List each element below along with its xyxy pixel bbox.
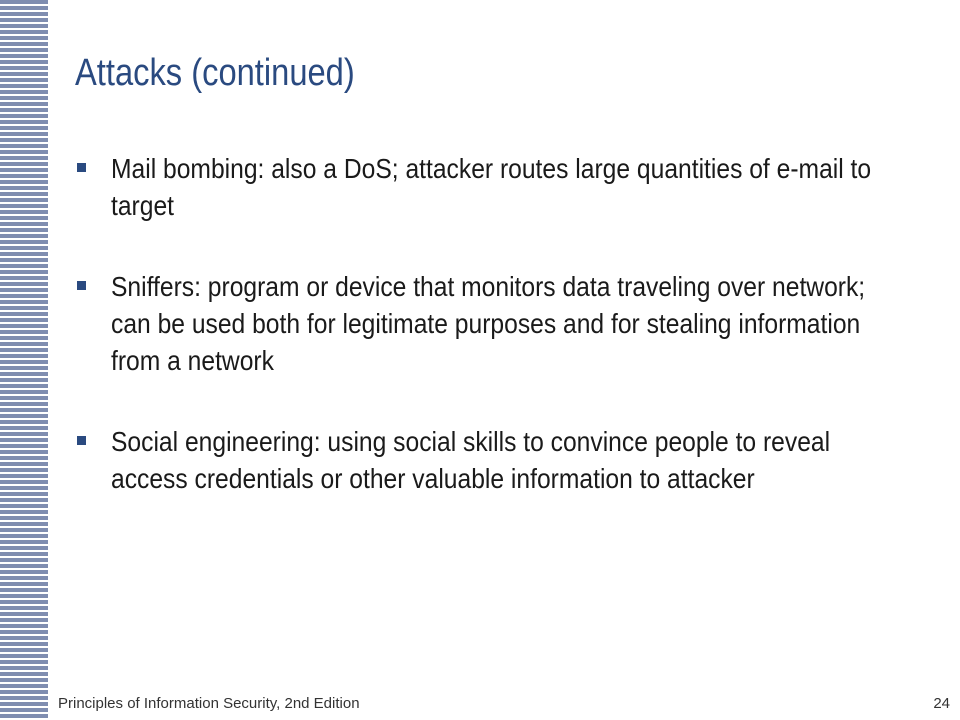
footer-page-number: 24 <box>933 695 950 712</box>
bullet-item-mail-bombing <box>75 150 905 224</box>
bullet-text: Sniffers: program or device that monitors data traveling over network; can be used both for legitimate purposes and for stealing information from a network <box>111 271 866 376</box>
left-stripe-decoration <box>0 0 48 720</box>
bullet-list <box>75 150 905 541</box>
bullet-text: Social engineering: using social skills to convince people to reveal access credentials or other valuable information to attacker <box>111 426 831 494</box>
square-bullet-icon <box>77 281 86 290</box>
bullet-item-sniffers <box>75 268 905 379</box>
footer-book-title: Principles of Information Security, 2nd Edition <box>58 695 360 712</box>
slide-title: Attacks (continued) <box>75 52 355 94</box>
bullet-item-social-engineering <box>75 423 905 497</box>
square-bullet-icon <box>77 163 86 172</box>
square-bullet-icon <box>77 436 86 445</box>
bullet-text: Mail bombing: also a DoS; attacker routes large quantities of e-mail to target <box>111 153 872 221</box>
